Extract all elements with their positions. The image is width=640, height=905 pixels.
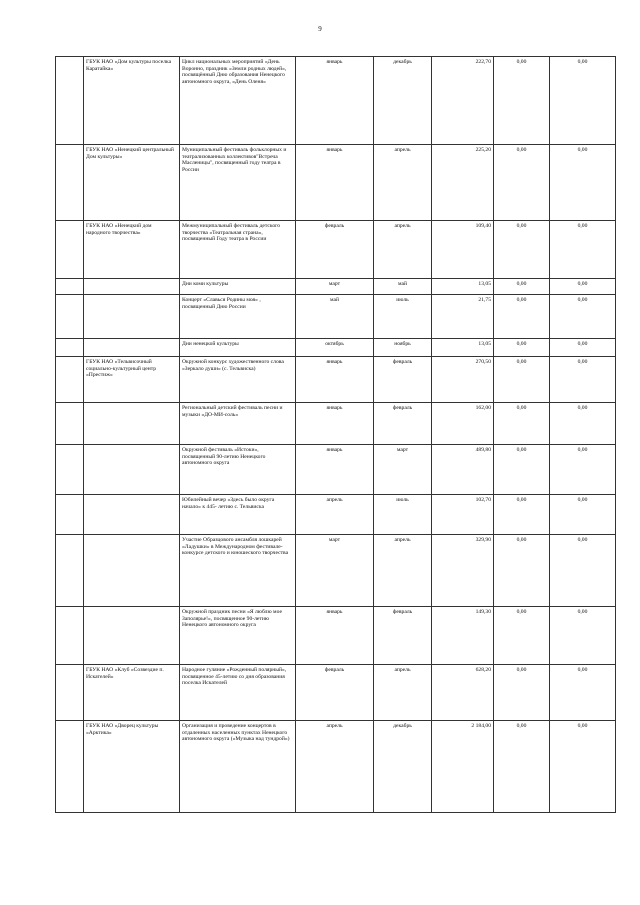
value-2-cell-text: 0,00	[577, 147, 588, 153]
event-cell	[180, 279, 296, 295]
start-month-cell-text: январь	[326, 59, 343, 65]
value-1-cell-text: 0,00	[516, 297, 527, 303]
value-1-cell	[494, 445, 550, 495]
event-cell-text: Участие Образцового ансамбля лошкарей «Ладушки» в Международном фестивале-конкурсе детского и юношеского творчества	[182, 537, 289, 557]
event-cell-text: Дни ненецкой культуры	[182, 341, 239, 347]
event-cell-text: Окружной праздник песни «Я люблю мое Заполярье!», посвященное 90-летию Ненецкого автономного округа	[182, 609, 282, 629]
value-2-cell-text: 0,00	[577, 297, 588, 303]
event-cell-text: Народное гуляние «Рожденный полярный», посвященное 45-летию со дня образования поселка Искателей	[182, 667, 287, 687]
value-2-cell	[550, 339, 616, 357]
event-cell	[180, 339, 296, 357]
end-month-cell	[374, 279, 432, 295]
value-1-cell-text: 0,00	[516, 537, 527, 543]
organization-cell-text: ГБУК НАО «Тельвисочный социально-культурный центр «Престиж»	[86, 359, 157, 379]
value-1-cell	[494, 339, 550, 357]
amount-cell	[432, 145, 494, 221]
row-number-cell	[56, 535, 84, 607]
amount-cell	[432, 535, 494, 607]
amount-cell-text: 628,20	[475, 667, 491, 673]
event-cell-text: Межмуниципальный фестиваль детского творчества «Театральная страна», посвященный Году театра в России	[182, 223, 281, 243]
value-2-cell	[550, 665, 616, 721]
organization-cell-text: ГБУК НАО «Дом культуры поселка Каратайка»	[86, 59, 172, 72]
value-2-cell-text: 0,00	[577, 281, 588, 287]
value-2-cell-text: 0,00	[577, 447, 588, 453]
table-body	[56, 57, 616, 813]
value-2-cell-text: 0,00	[577, 223, 588, 229]
row-number-cell	[56, 57, 84, 145]
value-1-cell	[494, 403, 550, 445]
table-row	[56, 403, 616, 445]
amount-cell-text: 13,05	[478, 341, 491, 347]
value-2-cell-text: 0,00	[577, 723, 588, 729]
start-month-cell	[296, 445, 374, 495]
event-cell-text: Дни коми культуры	[182, 281, 229, 287]
start-month-cell-text: январь	[326, 147, 343, 153]
amount-cell	[432, 403, 494, 445]
table-row	[56, 57, 616, 145]
value-1-cell	[494, 607, 550, 665]
end-month-cell	[374, 339, 432, 357]
amount-cell	[432, 221, 494, 279]
organization-cell	[84, 221, 180, 279]
table-row	[56, 339, 616, 357]
value-2-cell-text: 0,00	[577, 609, 588, 615]
value-2-cell	[550, 279, 616, 295]
start-month-cell-text: март	[328, 281, 341, 287]
event-cell	[180, 445, 296, 495]
start-month-cell-text: февраль	[324, 667, 345, 673]
value-1-cell-text: 0,00	[516, 405, 527, 411]
end-month-cell-text: февраль	[392, 609, 413, 615]
start-month-cell-text: январь	[326, 359, 343, 365]
start-month-cell-text: май	[330, 297, 339, 303]
start-month-cell	[296, 495, 374, 535]
amount-cell	[432, 665, 494, 721]
event-cell-text: Организация и проведение концертов в отдаленных населенных пунктах Ненецкого автономного округа («Музыка над тундрой»)	[182, 723, 290, 743]
event-cell	[180, 721, 296, 813]
amount-cell-text: 149,30	[475, 609, 491, 615]
value-2-cell	[550, 721, 616, 813]
row-number-cell	[56, 403, 84, 445]
table-row	[56, 445, 616, 495]
event-cell	[180, 295, 296, 339]
organization-cell	[84, 145, 180, 221]
end-month-cell-text: май	[398, 281, 407, 287]
end-month-cell-text: апрель	[394, 223, 411, 229]
start-month-cell	[296, 357, 374, 403]
value-1-cell-text: 0,00	[516, 223, 527, 229]
start-month-cell	[296, 145, 374, 221]
amount-cell-text: 109,40	[475, 223, 491, 229]
end-month-cell	[374, 445, 432, 495]
organization-cell	[84, 721, 180, 813]
row-number-cell	[56, 339, 84, 357]
event-cell-text: Юбилейный вечер «Здесь было округа начало» к 445- летию с. Тельвиска	[182, 497, 275, 510]
start-month-cell-text: февраль	[324, 223, 345, 229]
event-cell	[180, 145, 296, 221]
organization-cell-text: ГБУК НАО «Клуб «Созвездие п. Искателей»	[86, 667, 164, 680]
value-1-cell	[494, 221, 550, 279]
value-1-cell-text: 0,00	[516, 497, 527, 503]
value-1-cell	[494, 57, 550, 145]
end-month-cell-text: апрель	[394, 537, 411, 543]
event-cell-text: Окружной фестиваль «Истоки», посвященный 90-летию Ненецкого автономного округа	[182, 447, 266, 467]
event-cell-text: Региональный детский фестиваль песни и музыки «ДО-МИ-соль»	[182, 405, 283, 418]
event-cell-text: Цикл национальных мероприятий «День Воронно, праздник «Земли родных людей», посвящённый Дню образования Ненецкого автономного округа, «День Оленя»	[182, 59, 287, 85]
start-month-cell	[296, 339, 374, 357]
value-2-cell	[550, 357, 616, 403]
start-month-cell	[296, 279, 374, 295]
organization-cell	[84, 495, 180, 535]
amount-cell	[432, 495, 494, 535]
row-number-cell	[56, 607, 84, 665]
value-1-cell-text: 0,00	[516, 447, 527, 453]
amount-cell	[432, 339, 494, 357]
event-cell	[180, 607, 296, 665]
end-month-cell-text: декабрь	[393, 723, 412, 729]
amount-cell-text: 102,70	[475, 497, 491, 503]
row-number-cell	[56, 279, 84, 295]
amount-cell	[432, 279, 494, 295]
event-cell-text: Муниципальный фестиваль фольклорных и театрализованных коллективов"Встреча Масленицы", посвященный году театра в России	[182, 147, 287, 173]
amount-cell-text: 225,20	[475, 147, 491, 153]
row-number-cell	[56, 295, 84, 339]
event-cell	[180, 535, 296, 607]
event-cell	[180, 57, 296, 145]
amount-cell-text: 270,50	[475, 359, 491, 365]
end-month-cell	[374, 665, 432, 721]
value-1-cell-text: 0,00	[516, 147, 527, 153]
amount-cell	[432, 57, 494, 145]
value-1-cell	[494, 721, 550, 813]
table-row	[56, 607, 616, 665]
end-month-cell	[374, 145, 432, 221]
end-month-cell-text: февраль	[392, 405, 413, 411]
end-month-cell	[374, 607, 432, 665]
value-2-cell-text: 0,00	[577, 405, 588, 411]
start-month-cell-text: январь	[326, 447, 343, 453]
row-number-cell	[56, 445, 84, 495]
value-1-cell	[494, 495, 550, 535]
value-1-cell-text: 0,00	[516, 281, 527, 287]
row-number-cell	[56, 221, 84, 279]
organization-cell	[84, 295, 180, 339]
table-row	[56, 221, 616, 279]
start-month-cell-text: апрель	[326, 497, 343, 503]
table-row	[56, 279, 616, 295]
row-number-cell	[56, 665, 84, 721]
end-month-cell	[374, 57, 432, 145]
value-1-cell-text: 0,00	[516, 341, 527, 347]
end-month-cell-text: июль	[396, 297, 409, 303]
organization-cell	[84, 403, 180, 445]
amount-cell	[432, 357, 494, 403]
organization-cell-text: ГБУК НАО «Ненецкий центральный Дом культуры»	[86, 147, 174, 160]
end-month-cell	[374, 357, 432, 403]
start-month-cell	[296, 665, 374, 721]
amount-cell-text: 13,05	[478, 281, 491, 287]
value-2-cell-text: 0,00	[577, 497, 588, 503]
amount-cell	[432, 721, 494, 813]
start-month-cell	[296, 57, 374, 145]
start-month-cell	[296, 535, 374, 607]
start-month-cell	[296, 221, 374, 279]
value-1-cell	[494, 295, 550, 339]
event-cell	[180, 357, 296, 403]
start-month-cell	[296, 721, 374, 813]
value-2-cell-text: 0,00	[577, 537, 588, 543]
value-2-cell-text: 0,00	[577, 341, 588, 347]
page-number: 9	[318, 25, 322, 33]
end-month-cell	[374, 403, 432, 445]
row-number-cell	[56, 495, 84, 535]
start-month-cell-text: апрель	[326, 723, 343, 729]
amount-cell-text: 222,70	[475, 59, 491, 65]
value-1-cell	[494, 535, 550, 607]
value-2-cell-text: 0,00	[577, 667, 588, 673]
value-2-cell	[550, 495, 616, 535]
event-cell	[180, 665, 296, 721]
row-number-cell	[56, 721, 84, 813]
amount-cell-text: 489,80	[475, 447, 491, 453]
table-row	[56, 295, 616, 339]
value-1-cell-text: 0,00	[516, 359, 527, 365]
start-month-cell	[296, 607, 374, 665]
table-row	[56, 665, 616, 721]
amount-cell-text: 329,90	[475, 537, 491, 543]
event-cell-text: Окружной конкурс художественного слова «Зеркало души» (с. Тельвиска)	[182, 359, 284, 372]
event-funding-table	[55, 56, 616, 813]
value-2-cell	[550, 57, 616, 145]
organization-cell	[84, 57, 180, 145]
start-month-cell-text: октябрь	[325, 341, 344, 347]
start-month-cell	[296, 295, 374, 339]
end-month-cell-text: ноябрь	[394, 341, 411, 347]
end-month-cell-text: декабрь	[393, 59, 412, 65]
amount-cell	[432, 295, 494, 339]
event-cell-text: Концерт «Славься Родины моя» , посвященный Дню России	[182, 297, 261, 310]
organization-cell	[84, 445, 180, 495]
value-1-cell-text: 0,00	[516, 667, 527, 673]
value-2-cell-text: 0,00	[577, 359, 588, 365]
row-number-cell	[56, 357, 84, 403]
organization-cell	[84, 665, 180, 721]
organization-cell	[84, 339, 180, 357]
value-1-cell-text: 0,00	[516, 609, 527, 615]
table-row	[56, 495, 616, 535]
value-2-cell	[550, 535, 616, 607]
value-2-cell	[550, 221, 616, 279]
event-cell	[180, 495, 296, 535]
table-row	[56, 357, 616, 403]
organization-cell	[84, 357, 180, 403]
event-cell	[180, 221, 296, 279]
amount-cell-text: 162,00	[475, 405, 491, 411]
value-2-cell-text: 0,00	[577, 59, 588, 65]
amount-cell-text: 2 184,00	[471, 723, 491, 729]
event-cell	[180, 403, 296, 445]
value-1-cell	[494, 145, 550, 221]
value-2-cell	[550, 445, 616, 495]
start-month-cell-text: январь	[326, 405, 343, 411]
amount-cell-text: 21,75	[478, 297, 491, 303]
end-month-cell	[374, 221, 432, 279]
end-month-cell-text: март	[396, 447, 409, 453]
value-1-cell-text: 0,00	[516, 723, 527, 729]
value-1-cell	[494, 279, 550, 295]
value-1-cell	[494, 665, 550, 721]
organization-cell	[84, 279, 180, 295]
organization-cell	[84, 535, 180, 607]
end-month-cell-text: апрель	[394, 147, 411, 153]
value-1-cell-text: 0,00	[516, 59, 527, 65]
amount-cell	[432, 445, 494, 495]
amount-cell	[432, 607, 494, 665]
start-month-cell	[296, 403, 374, 445]
end-month-cell	[374, 495, 432, 535]
end-month-cell	[374, 295, 432, 339]
table-row	[56, 535, 616, 607]
start-month-cell-text: январь	[326, 609, 343, 615]
end-month-cell-text: апрель	[394, 667, 411, 673]
table-row	[56, 721, 616, 813]
value-2-cell	[550, 607, 616, 665]
organization-cell-text: ГБУК НАО «Дворец культуры «Арктика»	[86, 723, 159, 736]
value-2-cell	[550, 145, 616, 221]
value-1-cell	[494, 357, 550, 403]
organization-cell	[84, 607, 180, 665]
organization-cell-text: ГБУК НАО «Ненецкий дом народного творчества»	[86, 223, 152, 236]
end-month-cell-text: июль	[396, 497, 409, 503]
row-number-cell	[56, 145, 84, 221]
value-2-cell	[550, 403, 616, 445]
table-row	[56, 145, 616, 221]
end-month-cell	[374, 721, 432, 813]
end-month-cell	[374, 535, 432, 607]
end-month-cell-text: февраль	[392, 359, 413, 365]
value-2-cell	[550, 295, 616, 339]
start-month-cell-text: март	[328, 537, 341, 543]
